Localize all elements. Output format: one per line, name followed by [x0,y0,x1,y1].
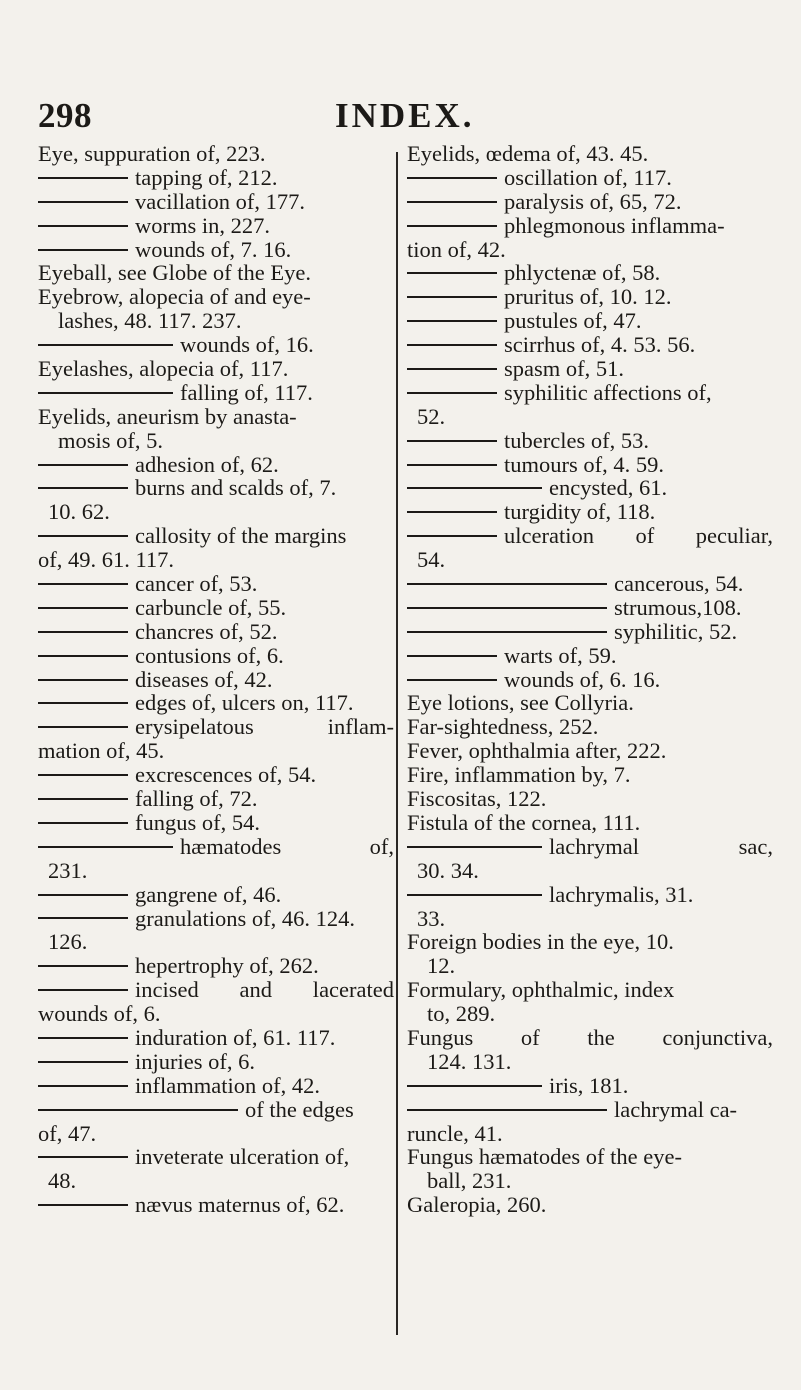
index-entry-text: Fistula of the cornea, 111. [407,809,641,835]
index-entry-text: hepertrophy of, 262. [135,953,319,979]
index-entry-line [407,1098,773,1122]
index-entry-text: inveterate ulceration of, [135,1144,350,1170]
index-entry-text: syphilitic affections of, [504,379,712,405]
index-entry-line [407,763,773,787]
index-entry-line [407,1050,773,1074]
index-entry-line [407,238,773,262]
index-entry-line [407,500,773,524]
index-entry-line [407,715,773,739]
index-entry-text: Fungus hæmatodes of the eye- [407,1144,682,1170]
index-entry-line [407,453,773,477]
index-entry-line [38,620,394,644]
index-entry-line [38,238,394,262]
index-entry-text: Fungus of the conjunctiva, [407,1024,773,1050]
index-entry-text: hæmatodes of, [180,833,394,859]
index-entry-line [38,763,394,787]
index-entry-text: oscillation of, 117. [504,164,672,190]
ditto-dash [38,894,128,896]
index-entry-line [38,859,394,883]
index-entry-text: ball, 231. [427,1168,512,1194]
ditto-dash [38,679,128,681]
index-entry-text: 30. 34. [417,857,479,883]
index-entry-line [38,1145,394,1169]
running-head: INDEX. [335,96,475,135]
index-entry-text: lachrymalis, 31. [549,881,694,907]
index-entry-line [38,285,394,309]
index-entry-line [38,668,394,692]
index-entry-line [38,261,394,285]
index-entry-text: of, 47. [38,1120,97,1146]
ditto-dash [38,631,128,633]
index-entry-line [407,859,773,883]
index-entry-line [407,261,773,285]
index-entry-text: of the edges [245,1096,354,1122]
index-entry-text: inflammation of, 42. [135,1072,320,1098]
index-entry-line [38,644,394,668]
index-entry-text: spasm of, 51. [504,356,624,382]
ditto-dash [407,583,607,585]
ditto-dash [407,487,542,489]
ditto-dash [407,320,497,322]
index-entry-text: cancer of, 53. [135,571,258,597]
ditto-dash [407,655,497,657]
index-entry-text: lachrymal sac, [549,833,773,859]
index-entry-line [38,548,394,572]
index-entry-line [38,787,394,811]
ditto-dash [38,989,128,991]
index-entry-text: nævus maternus of, 62. [135,1192,345,1218]
index-entry-text: Eyelashes, alopecia of, 117. [38,356,289,382]
index-entry-text: paralysis of, 65, 72. [504,188,682,214]
index-entry-text: granulations of, 46. 124. [135,905,355,931]
index-entry-line [38,691,394,715]
index-entry-text: strumous,108. [614,594,742,620]
index-entry-line [407,285,773,309]
index-entry-line [38,835,394,859]
index-entry-text: warts of, 59. [504,642,617,668]
index-column-right [407,142,773,1217]
index-entry-line [38,500,394,524]
ditto-dash [38,1204,128,1206]
index-entry-line [38,381,394,405]
ditto-dash [38,798,128,800]
index-entry-text: diseases of, 42. [135,666,273,692]
index-entry-line [407,572,773,596]
index-entry-line [407,620,773,644]
index-entry-text: gangrene of, 46. [135,881,282,907]
index-entry-line [38,1169,394,1193]
index-entry-line [407,596,773,620]
index-entry-line [38,1193,394,1217]
index-entry-line [407,739,773,763]
index-entry-text: lashes, 48. 117. 237. [58,308,242,334]
index-entry-line [407,930,773,954]
ditto-dash [407,392,497,394]
ditto-dash [407,201,497,203]
ditto-dash [407,464,497,466]
index-entry-text: Fire, inflammation by, 7. [407,762,631,788]
index-entry-line [38,739,394,763]
index-entry-text: chancres of, 52. [135,618,278,644]
page-header [0,96,801,136]
index-entry-line [38,1122,394,1146]
index-entry-line [38,907,394,931]
ditto-dash [38,177,128,179]
index-entry-text: pustules of, 47. [504,308,642,334]
index-entry-text: Eyelids, œdema of, 43. 45. [407,141,649,166]
index-entry-text: wounds of, 6. 16. [504,666,661,692]
index-entry-text: contusions of, 6. [135,642,284,668]
ditto-dash [38,822,128,824]
index-entry-text: 54. [417,547,446,573]
ditto-dash [38,917,128,919]
ditto-dash [407,344,497,346]
index-entry-text: injuries of, 6. [135,1048,255,1074]
index-entry-line [407,166,773,190]
index-entry-line [38,883,394,907]
index-entry-text: Foreign bodies in the eye, 10. [407,929,674,955]
index-entry-text: tapping of, 212. [135,164,278,190]
index-entry-line [38,978,394,1002]
ditto-dash [407,894,542,896]
index-entry-text: tion of, 42. [407,236,506,262]
index-entry-line [407,1002,773,1026]
index-entry-line [38,333,394,357]
index-entry-line [38,811,394,835]
ditto-dash [407,535,497,537]
ditto-dash [38,1061,128,1063]
index-entry-line [407,811,773,835]
index-entry-line [38,572,394,596]
index-entry-text: adhesion of, 62. [135,451,279,477]
index-entry-line [407,978,773,1002]
index-column-left [38,142,394,1217]
index-entry-line [38,1002,394,1026]
index-entry-line [407,787,773,811]
index-entry-line [407,1026,773,1050]
ditto-dash [38,965,128,967]
ditto-dash [38,464,128,466]
index-entry-line [38,429,394,453]
index-entry-text: phlyctenæ of, 58. [504,260,661,286]
ditto-dash [38,249,128,251]
index-entry-line [38,453,394,477]
index-entry-text: phlegmonous inflamma- [504,212,725,238]
index-entry-text: Fiscositas, 122. [407,786,547,812]
index-entry-text: Galeropia, 260. [407,1192,547,1218]
ditto-dash [407,511,497,513]
ditto-dash [38,583,128,585]
index-entry-line [38,1050,394,1074]
index-entry-text: ulceration of peculiar, [504,523,773,549]
ditto-dash [38,655,128,657]
ditto-dash [407,225,497,227]
index-entry-line [407,954,773,978]
ditto-dash [407,631,607,633]
ditto-dash [407,440,497,442]
index-entry-text: 124. 131. [427,1048,512,1074]
index-entry-text: 10. 62. [48,499,110,525]
index-entry-text: excrescences of, 54. [135,762,317,788]
index-entry-line [38,596,394,620]
ditto-dash [407,368,497,370]
index-entry-text: 12. [427,953,456,979]
index-entry-line [407,883,773,907]
index-entry-text: worms in, 227. [135,212,270,238]
index-entry-text: callosity of the margins [135,523,347,549]
index-entry-text: burns and scalds of, 7. [135,475,337,501]
ditto-dash [407,177,497,179]
index-entry-line [407,907,773,931]
index-entry-text: Eye lotions, see Collyria. [407,690,634,716]
index-entry-text: fungus of, 54. [135,809,260,835]
index-entry-text: Fever, ophthalmia after, 222. [407,738,667,764]
index-entry-line [407,1122,773,1146]
index-entry-text: lachrymal ca- [614,1096,738,1122]
ditto-dash [38,1156,128,1158]
ditto-dash [407,607,607,609]
index-entry-text: induration of, 61. 117. [135,1024,336,1050]
index-entry-text: turgidity of, 118. [504,499,656,525]
ditto-dash [407,296,497,298]
index-entry-line [407,1074,773,1098]
index-entry-line [38,405,394,429]
ditto-dash [407,1109,607,1111]
index-entry-text: tubercles of, 53. [504,427,649,453]
index-entry-text: wounds of, 7. 16. [135,236,292,262]
index-entry-line [38,715,394,739]
index-entry-line [407,644,773,668]
index-entry-line [407,190,773,214]
index-entry-text: falling of, 117. [180,379,313,405]
index-entry-text: of, 49. 61. 117. [38,547,175,573]
index-entry-text: 48. [48,1168,77,1194]
ditto-dash [38,487,128,489]
index-entry-line [407,476,773,500]
index-entry-text: wounds of, 16. [180,332,314,358]
index-entry-line [38,309,394,333]
index-entry-text: incised and lacerated [135,977,394,1003]
index-entry-line [407,1169,773,1193]
index-entry-line [38,142,394,166]
ditto-dash [38,1085,128,1087]
index-entry-text: Formulary, ophthalmic, index [407,977,675,1003]
index-entry-line [38,1026,394,1050]
index-entry-text: wounds of, 6. [38,1001,161,1027]
index-entry-line [407,429,773,453]
index-entry-text: vacillation of, 177. [135,188,305,214]
index-entry-text: erysipelatous inflam- [135,714,394,740]
index-entry-line [407,668,773,692]
index-entry-text: 126. [48,929,88,955]
index-entry-line [407,691,773,715]
index-entry-line [38,190,394,214]
index-entry-text: 33. [417,905,446,931]
ditto-dash [38,392,173,394]
index-entry-line [407,214,773,238]
index-entry-text: scirrhus of, 4. 53. 56. [504,332,696,358]
ditto-dash [38,774,128,776]
index-entry-text: pruritus of, 10. 12. [504,284,672,310]
ditto-dash [38,1109,238,1111]
index-entry-text: to, 289. [427,1001,496,1027]
index-entry-line [38,524,394,548]
index-entry-text: Eyeball, see Globe of the Eye. [38,260,312,286]
index-entry-line [38,214,394,238]
ditto-dash [38,225,128,227]
index-entry-line [38,166,394,190]
ditto-dash [407,846,542,848]
index-entry-line [38,930,394,954]
ditto-dash [38,607,128,609]
index-entry-text: Far-sightedness, 252. [407,714,599,740]
ditto-dash [38,535,128,537]
page-number: 298 [38,96,92,135]
ditto-dash [407,679,497,681]
index-entry-text: 52. [417,403,446,429]
ditto-dash [407,272,497,274]
index-entry-text: falling of, 72. [135,786,258,812]
index-entry-text: tumours of, 4. 59. [504,451,664,477]
index-entry-line [38,476,394,500]
index-entry-text: runcle, 41. [407,1120,503,1146]
index-entry-line [407,524,773,548]
index-entry-line [407,835,773,859]
index-entry-line [407,381,773,405]
ditto-dash [38,702,128,704]
column-rule [396,152,398,1335]
ditto-dash [38,846,173,848]
index-entry-text: Eyelids, aneurism by anasta- [38,403,297,429]
ditto-dash [407,1085,542,1087]
index-entry-text: encysted, 61. [549,475,668,501]
index-entry-line [38,1098,394,1122]
ditto-dash [38,344,173,346]
index-entry-text: edges of, ulcers on, 117. [135,690,354,716]
index-entry-line [407,548,773,572]
index-entry-text: Eye, suppuration of, 223. [38,141,266,166]
index-entry-line [38,954,394,978]
index-entry-text: carbuncle of, 55. [135,594,287,620]
index-entry-line [407,142,773,166]
index-entry-text: 231. [48,857,88,883]
ditto-dash [38,201,128,203]
index-entry-line [407,1145,773,1169]
index-entry-text: mation of, 45. [38,738,165,764]
ditto-dash [38,1037,128,1039]
index-entry-text: iris, 181. [549,1072,629,1098]
index-entry-line [407,309,773,333]
index-entry-line [407,405,773,429]
index-entry-line [38,357,394,381]
index-entry-line [38,1074,394,1098]
index-entry-text: syphilitic, 52. [614,618,738,644]
index-entry-line [407,333,773,357]
index-entry-line [407,357,773,381]
index-entry-line [407,1193,773,1217]
index-entry-text: Eyebrow, alopecia of and eye- [38,284,311,310]
ditto-dash [38,726,128,728]
index-entry-text: cancerous, 54. [614,571,744,597]
index-entry-text: mosis of, 5. [58,427,164,453]
